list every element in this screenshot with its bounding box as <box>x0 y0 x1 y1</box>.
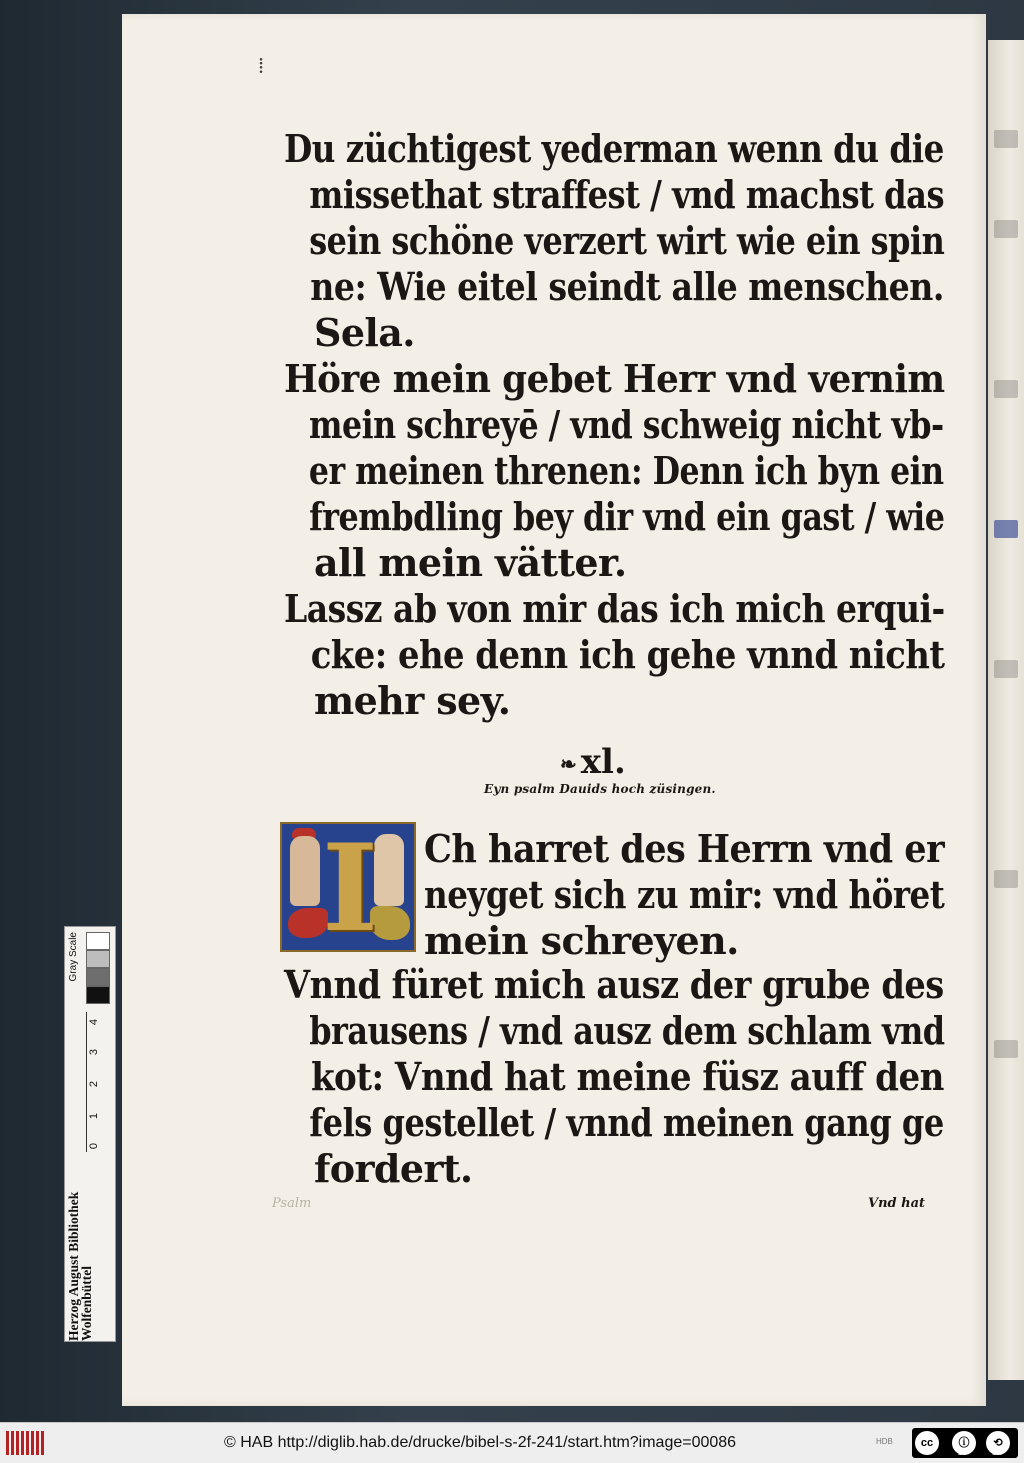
gray-scale-label: Gray Scale <box>68 932 79 982</box>
tick-label: 2 <box>88 1080 101 1088</box>
initial-paragraph <box>424 826 944 964</box>
tick-label: 3 <box>88 1048 101 1056</box>
bleed-through-text: Psalm <box>272 1196 312 1211</box>
text-line: Lassz ab von mir das ich mich erqui- <box>284 586 945 631</box>
bleed-through-mark <box>994 520 1018 538</box>
by-label: BY <box>958 1450 968 1457</box>
bleed-through-mark <box>994 1040 1018 1058</box>
by-icon: ⓘ <box>952 1431 976 1455</box>
text-line: kot: Vnnd hat meine füsz auff den <box>310 1054 944 1099</box>
paragraph-1-and-2 <box>284 126 944 724</box>
bleed-through-mark <box>994 220 1018 238</box>
text-line: all mein vätter. <box>314 540 627 585</box>
text-line: neyget sich zu mir: vnd höret <box>424 872 945 917</box>
library-name: Herzog August Bibliothek <box>66 1191 81 1341</box>
text-line: missethat straffest / vnd machst das <box>309 172 945 217</box>
sa-label: SA <box>992 1450 1002 1457</box>
text-line: fels gestellet / vnnd meinen gang ge <box>309 1100 944 1145</box>
text-line: fordert. <box>314 1146 473 1191</box>
merman-figure <box>290 836 320 906</box>
tick-label: 1 <box>88 1112 101 1120</box>
gray-swatch <box>86 986 110 1004</box>
gray-scale-label-wrap <box>66 932 82 996</box>
footer-bar <box>0 1422 1024 1463</box>
text-line: ne: Wie eitel seindt alle menschen. <box>310 264 944 309</box>
sa-icon: ⟲ <box>986 1431 1010 1455</box>
mermaid-figure <box>374 834 404 906</box>
text-line: Sela. <box>314 310 415 355</box>
footer-small-text: HDB <box>876 1437 893 1446</box>
tick-label: 4 <box>88 1018 101 1026</box>
decorated-initial <box>280 822 416 952</box>
gray-swatches <box>86 932 110 1012</box>
chapter-heading <box>560 742 626 782</box>
hab-logo-icon <box>6 1431 46 1455</box>
text-line: Höre mein gebet Herr vnd vernim <box>284 356 945 401</box>
psalm-subtitle: Eyn psalm Dauids hoch züsingen. <box>484 782 716 796</box>
bleed-through-mark <box>994 660 1018 678</box>
library-city: Wolfenbüttel <box>79 1265 94 1341</box>
chapter-number: xl. <box>580 742 626 782</box>
facing-page-edge <box>988 40 1024 1380</box>
initial-letter: I <box>322 822 379 952</box>
copyright-url[interactable]: © HAB http://diglib.hab.de/drucke/bibel-s-2f-241/start.htm?image=00086 <box>224 1434 737 1451</box>
cc-license-badge[interactable] <box>912 1428 1018 1458</box>
bleed-through-mark <box>994 870 1018 888</box>
catchword: Vnd hat <box>868 1196 926 1211</box>
text-line: cke: ehe denn ich gehe vnnd nicht <box>310 632 945 677</box>
gray-swatch <box>86 932 110 950</box>
text-line: sein schöne verzert wirt wie ein spin <box>309 218 945 263</box>
bleed-through-mark <box>994 130 1018 148</box>
gray-swatch <box>86 968 110 986</box>
text-line: Du züchtigest yederman wenn du die <box>284 126 944 171</box>
tick-label: 0 <box>88 1142 101 1150</box>
text-line: Ch harret des Herrn vnd er <box>424 826 945 871</box>
cc-icon: cc <box>915 1431 939 1455</box>
text-line: mehr sey. <box>314 678 511 723</box>
bleed-through-mark <box>994 380 1018 398</box>
margin-mark: ⁞ <box>258 54 265 79</box>
cm-ticks <box>86 1012 111 1152</box>
fleuron-icon: ❧ <box>560 752 577 776</box>
text-line: mein schreyē / vnd schweig nicht vb- <box>308 402 944 447</box>
gray-swatch <box>86 950 110 968</box>
text-line: mein schreyen. <box>424 918 739 963</box>
text-line: brausens / vnd ausz dem schlam vnd <box>309 1008 945 1053</box>
text-line: er meinen threnen: Denn ich byn ein <box>308 448 944 493</box>
paragraph-4 <box>284 962 944 1192</box>
text-line: frembdling bey dir vnd ein gast / wie <box>309 494 945 539</box>
text-line: Vnnd füret mich ausz der grube des <box>284 962 944 1007</box>
